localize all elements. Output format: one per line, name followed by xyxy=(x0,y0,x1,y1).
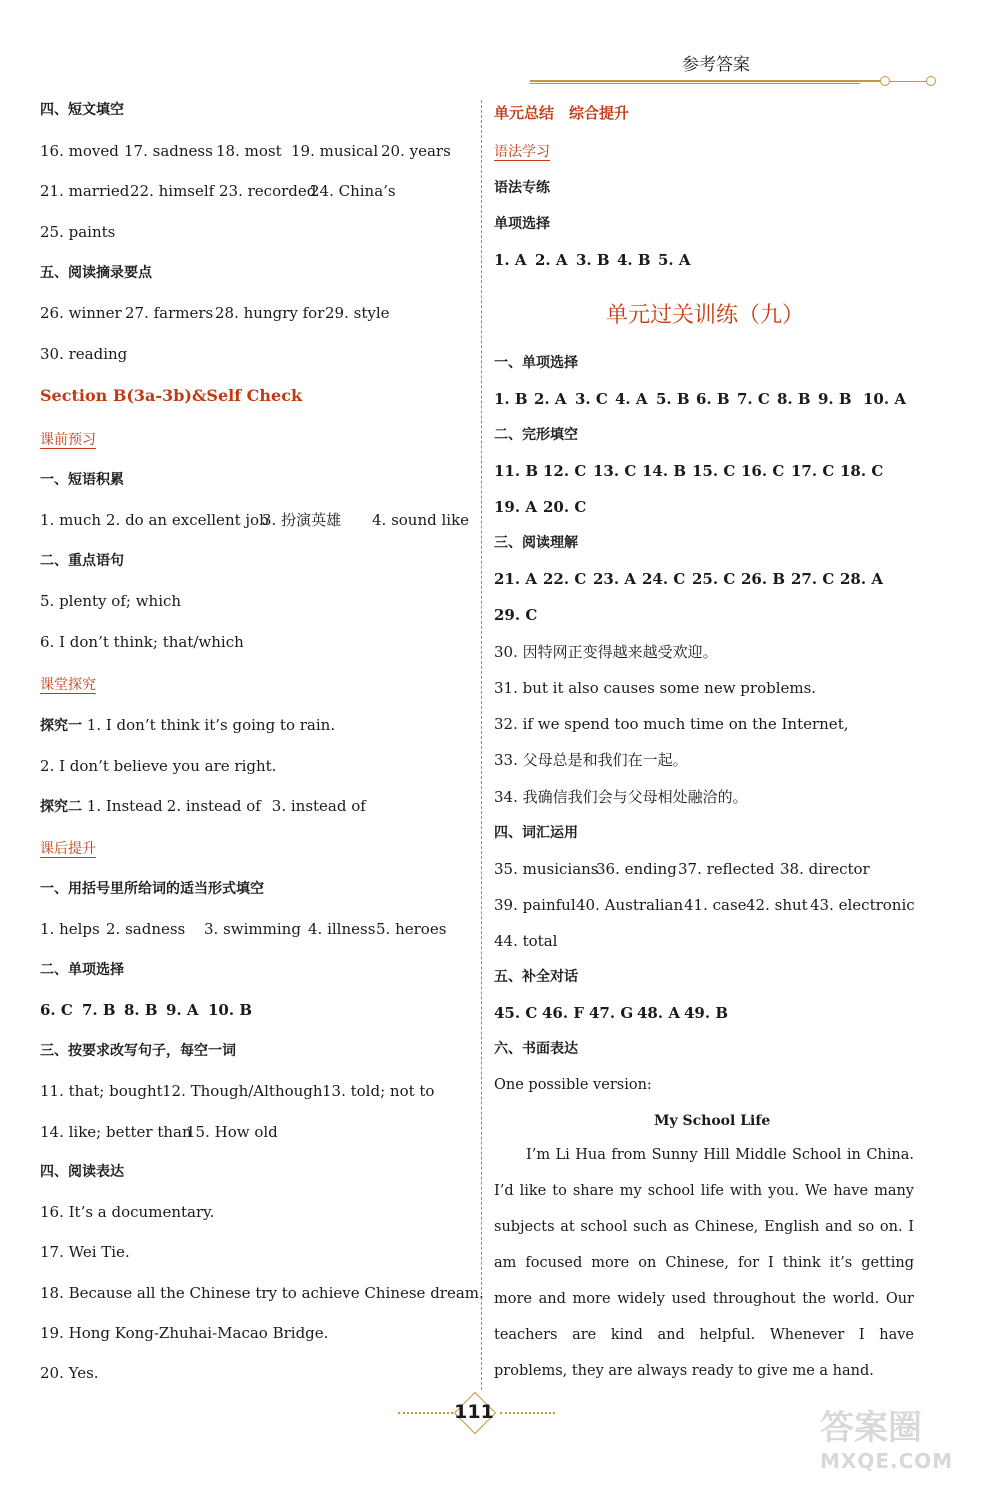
watermark-logo: 答案圈 MXQE.COM xyxy=(820,1408,954,1473)
page-number: 111 xyxy=(454,1401,494,1423)
heading-phrases: 一、短语积累 xyxy=(40,472,124,488)
answer-row: 30. reading xyxy=(40,345,128,363)
answer-row: 26. winner 27. farmers 28. hungry for29. style xyxy=(40,304,390,322)
answer-row: 1. A 2. A 3. B 4. B 5. A xyxy=(494,251,691,269)
heading-single-choice: 单项选择 xyxy=(494,216,550,232)
answer-row: 探究二 1. Instead 2. instead of 3. instead of xyxy=(40,797,366,815)
subsection-grammar: 语法学习 xyxy=(494,144,550,160)
answer-row: 6. C 7. B 8. B 9. A 10. B xyxy=(40,1001,252,1019)
answer-row: 30. 因特网正变得越来越受欢迎。 xyxy=(494,643,718,661)
answer-row: 45. C 46. F 47. G 48. A 49. B xyxy=(494,1004,728,1022)
answer-row: 11. B 12. C 13. C 14. B 15. C 16. C 17. C 18. C xyxy=(494,462,884,480)
heading-word-forms: 一、用括号里所给词的适当形式填空 xyxy=(40,881,264,897)
heading-fill-blank: 四、短文填空 xyxy=(40,102,124,118)
subsection-after-class: 课后提升 xyxy=(40,841,96,857)
answer-row: 34. 我确信我们会与父母相处融洽的。 xyxy=(494,788,748,806)
summary-title: 单元总结 综合提升 xyxy=(494,104,630,122)
subsection-preview: 课前预习 xyxy=(40,432,96,448)
header-title: 参考答案 xyxy=(682,55,750,75)
page-number-badge xyxy=(398,1396,558,1436)
heading-reading-notes: 五、阅读摘录要点 xyxy=(40,265,152,281)
heading-rewrite: 三、按要求改写句子，每空一词 xyxy=(40,1043,236,1059)
answer-row: 25. paints xyxy=(40,223,116,241)
answer-row: 19. Hong Kong-Zhuhai-Macao Bridge. xyxy=(40,1324,329,1342)
answer-row: 18. Because all the Chinese try to achieve Chinese dream. xyxy=(40,1284,484,1302)
answer-row: 21. A 22. C 23. A 24. C 25. C 26. B 27. C 28. A xyxy=(494,570,883,588)
answer-row: 33. 父母总是和我们在一起。 xyxy=(494,751,688,769)
answer-row: 16. moved 17. sadness 18. most 19. musical 20. years xyxy=(40,142,451,160)
essay-intro: One possible version: xyxy=(494,1077,652,1093)
header-rule xyxy=(530,78,930,84)
answer-row: 11. that; bought12. Though/Although13. told; not to xyxy=(40,1082,435,1100)
answer-row: 1. helps 2. sadness 3. swimming 4. illness5. heroes xyxy=(40,920,447,938)
heading-dialogue: 五、补全对话 xyxy=(494,969,578,985)
heading-reading: 三、阅读理解 xyxy=(494,535,578,551)
heading-single-choice: 二、单项选择 xyxy=(40,962,124,978)
heading-key-sentences: 二、重点语句 xyxy=(40,553,124,569)
section-title: Section B(3a-3b)&Self Check xyxy=(40,386,303,405)
answer-row: 29. C xyxy=(494,606,538,624)
answer-row: 1. B 2. A 3. C 4. A 5. B 6. B 7. C 8. B 9. B 10. A xyxy=(494,390,906,408)
answer-row: 探究一 1. I don’t think it’s going to rain. xyxy=(40,716,336,734)
answer-row: 35. musicians36. ending37. reflected 38. director xyxy=(494,860,870,878)
answer-row: 31. but it also causes some new problems. xyxy=(494,679,817,697)
answer-row: 19. A 20. C xyxy=(494,498,587,516)
answer-row: 2. I don’t believe you are right. xyxy=(40,757,277,775)
essay-body: I’m Li Hua from Sunny Hill Middle School in China. I’d like to share my school life with you. We have many subjects at school such as Chinese, English and so on. I am focused more on Chinese, for I think it’s getting more and more widely used throughout the world. Our teachers are kind and helpful. Whenever I have problems, they are always ready to give me a hand. xyxy=(494,1147,914,1379)
essay-title: My School Life xyxy=(654,1113,771,1129)
answer-row: 39. painful40. Australian41. case42. shut 43. electronic xyxy=(494,896,915,914)
heading-grammar-drill: 语法专练 xyxy=(494,180,550,196)
answer-row: 1. much 2. do an excellent job3. 扮演英雄 4. sound like xyxy=(40,511,470,529)
heading-reading-expression: 四、阅读表达 xyxy=(40,1164,124,1180)
answer-row: 14. like; better than15. How old xyxy=(40,1123,278,1141)
answer-row: 20. Yes. xyxy=(40,1364,99,1382)
answer-row: 44. total xyxy=(494,932,558,950)
heading-vocabulary: 四、词汇运用 xyxy=(494,825,578,841)
answer-row: 16. It’s a documentary. xyxy=(40,1203,215,1221)
heading-cloze: 二、完形填空 xyxy=(494,427,578,443)
unit-test-title: 单元过关训练（九） xyxy=(606,303,805,328)
answer-row: 5. plenty of; which xyxy=(40,592,182,610)
answer-row: 6. I don’t think; that/which xyxy=(40,633,244,651)
column-divider xyxy=(481,100,482,1390)
answer-row: 21. married22. himself 23. recorded24. China’s xyxy=(40,182,396,200)
answer-row: 32. if we spend too much time on the Internet, xyxy=(494,715,849,733)
heading-single-choice: 一、单项选择 xyxy=(494,355,578,371)
heading-writing: 六、书面表达 xyxy=(494,1041,578,1057)
subsection-explore: 课堂探究 xyxy=(40,677,96,693)
answer-row: 17. Wei Tie. xyxy=(40,1243,130,1261)
